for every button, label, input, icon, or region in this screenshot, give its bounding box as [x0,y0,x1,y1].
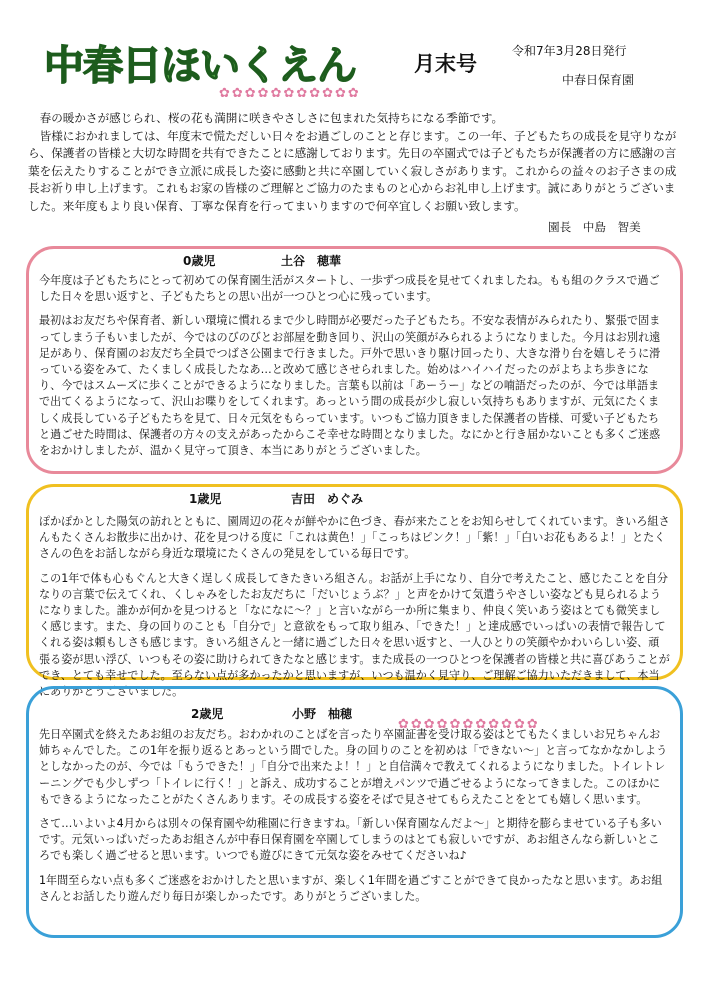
section-body [39,514,670,700]
section-paragraph: さて…いよいよ4月からは別々の保育園や幼稚園に行きますね。「新しい保育園なんだよ〜」と期待を膨らませている子も多いです。元気いっぱいだったあお組さんが中春日保育園を卒園してしまうのはとても寂しいですが、あお組さんなら新しいところでも楽しく過ごせると思います。いつでも遊びにきて元気な姿をみせてくださいね♪ [39,817,662,863]
title-char-2: 春 [83,43,122,89]
title-char-3: 日 [122,43,161,89]
flower-decoration-icon: ✿✿✿✿✿✿✿✿✿✿✿ [398,717,540,732]
intro-paragraph-2: 皆様におかれましては、年度末で慌ただしい日々をお過ごしのことと存じます。この一年、子どもたちの成長を見守りながら、保護者の皆様と大切な時間を共有できたことに感謝しております。先日の卒園式では子どもたちが保護者の方に感謝の言葉を伝えたりすることができ立派に成長した姿に感動と共に卒園していく寂しさがあります。これからの益々のお子さまの成長お祈り申し上げます。これもお家の皆様のご理解とご協力のたまものと心からお礼申し上げます。誠にありがとうございました。来年度もより良い保育、丁寧な保育を行ってまいりますので何卒宜しくお願い致します。 [28,128,677,213]
section-body [39,273,670,459]
issue-date: 令和7年3月28日発行 [512,44,627,58]
section-class-label: 0歳児 [183,254,216,268]
section-teacher-name: 吉田 めぐみ [291,492,364,506]
section-paragraph: 1年間至らない点も多くご迷惑をおかけしたと思いますが、楽しく1年間を過ごすことができて良かったなと思います。あお組さんとお話したり遊んだり毎日が楽しかったです。ありがとうございました。 [39,873,663,903]
section-paragraph: この1年で体も心もぐんと大きく逞しく成長してきたきいろ組さん。お話が上手になり、自分で考えたこと、感じたことを自分なりの言葉で伝えてくれ、くしゃみをしたお友だちに「だいじょうぶ？」と声をかけて気遣うやさしい姿なども見られるようになりました。誰かが何かを見つけると「なになに〜？」と言いながら一か所に集まり、仲良く笑いあう姿はとても微笑ましく感じます。また、身の回りのことも「自分で」と意欲をもって取り組み、「できた！」と達成感でいっぱいの表情で報告してくれる姿は頼もしさも感じます。きいろ組さんと一緒に過ごした日々を思い返すと、一人ひとりの笑顔やかわいらしい姿、頑張る姿が思い浮び、いつもその姿に助けられてきたなと感じます。また成長の一つひとつを保護者の皆様と共に喜びあうことができ、とても幸せでした。至らない点が多かったかと思いますが、いつも温かく見守り、ご理解ご協力いただきまして、本当にありがとうございました。 [39,571,670,699]
section-age-0 [26,246,683,474]
intro-paragraph-1: 春の暖かさが感じられ、桜の花も満開に咲きやさしさに包まれた気持ちになる季節です。 [39,111,504,125]
section-paragraph: 最初はお友だちや保育者、新しい環境に慣れるまで少し時間が必要だった子どもたち。不安な表情がみられたり、緊張で固まってしまう子もいましたが、今ではのびのびとお部屋を動き回り、沢山の笑顔がみられるようになりました。今月はお別れ遠足があり、保育園のお友だち全員でつばさ公園まで行きました。戸外で思いきり駆け回ったり、大きな滑り台を嬉しそうに滑っている姿をみて、たくましく成長したなあ…と改めて感じさせられました。始めはハイハイだったのがよちよち歩きになり、今ではスムーズに歩くことができるようになりました。言葉も以前は「あーうー」などの喃語だったのが、今では単語まで出てくるようになって、沢山お喋りをしてくれます。あっという間の成長が少し寂しい気持ちもありますが、元気にたくましく成長している子どもたちを見て、日々元気をもらっています。いつもご協力頂きました保護者の皆様、可愛い子どもたちと過ごせた時間は、保護者の方々の支えがあったからこそ幸せな時間となりました。なにかと行き届かないことも多くご迷惑をおかけしましたが、温かく見守って頂き、本当にありがとうございました。 [39,314,661,458]
title-char-1: 中 [44,43,83,89]
flower-decoration-icon: ✿✿✿✿✿✿✿✿✿✿✿ [219,86,361,101]
organization-name: 中春日保育園 [562,73,635,87]
newsletter-title [44,34,356,91]
section-class-label: 2歳児 [191,707,224,721]
section-age-2 [26,686,683,938]
section-body [39,727,670,905]
section-class-label: 1歳児 [189,492,222,506]
title-hiragana: ほいくえん [161,43,356,89]
edition-label: 月末号 [414,52,477,76]
section-age-1 [26,484,683,699]
section-teacher-name: 小野 柚穂 [292,707,353,721]
principal-signature: 園長 中島 智美 [548,220,641,234]
intro-message [28,110,678,216]
section-paragraph: 今年度は子どもたちにとって初めての保育園生活がスタートし、一歩ずつ成長を見せてくれましたね。もも組のクラスで過ごした日々を思い返すと、子どもたちとの思い出が一つひとつ心に残っています。 [39,274,660,304]
section-paragraph: 先日卒園式を終えたあお組のお友だち。おわかれのことばを言ったり卒園証書を受け取る姿はとてもたくましいお兄ちゃんお姉ちゃんでした。この1年を振り返るとあっという間でした。身の回りのことを初めは「できない〜」と言ってなかなかしようとしなかったのが、今では「もうできた！」「自分で出来たよ！！」と自信満々で教えてくれるようになりました。トイレトレーニングでも少しずつ「トイレに行く！」と訴え、成功することが増えパンツで過ごせるようになってきました。このほかにもできるようになったことがたくさんあります。その成長する姿をそばで見させてもらえたことをとても嬉しく思います。 [39,728,668,806]
section-teacher-name: 土谷 穂華 [281,254,342,268]
section-paragraph: ぽかぽかとした陽気の訪れとともに、園周辺の花々が鮮やかに色づき、春が来たことをお知らせしてくれています。きいろ組さんもたくさんお散歩に出かけ、花を見つける度に「これは黄色！」「こっちはピンク！」「紫！」「白いお花もあるよ！」とたくさんの色をお話しながら身近な環境にたくさんの発見をしている毎日です。 [39,515,670,561]
